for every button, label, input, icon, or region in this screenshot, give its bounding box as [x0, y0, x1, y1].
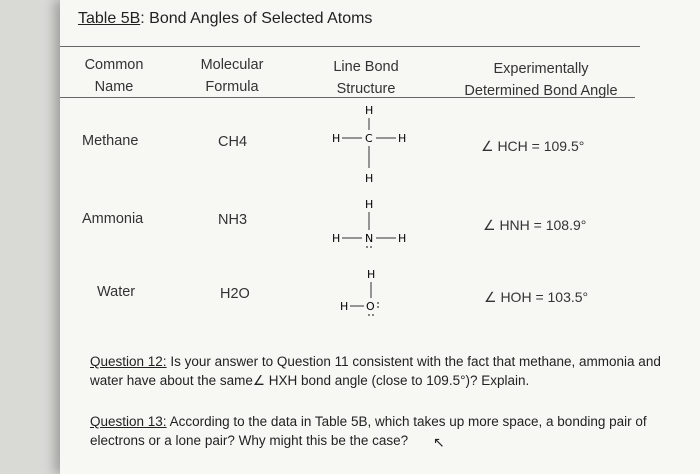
table-title	[78, 10, 372, 28]
ammonia-lone-pair-dot	[366, 246, 368, 248]
row-ammonia-angle: ∠ HNH = 108.9°	[483, 217, 587, 233]
water-structure	[324, 266, 414, 326]
row-water-formula: H2O	[220, 286, 250, 302]
water-lone-pair-dot	[372, 314, 374, 316]
table-top-rule	[60, 46, 640, 47]
question-12-label: Question 12:	[90, 354, 167, 369]
methane-atom-left: H	[332, 132, 341, 145]
water-structure-drawing	[324, 266, 414, 326]
question-13-text: According to the data in Table 5B, which takes up more space, a bonding pair of electrons or a lone pair? Why might this be the case?	[90, 414, 647, 448]
row-water-name: Water	[97, 284, 136, 300]
water-lone-pair-dot	[368, 314, 370, 316]
methane-atom-bottom: H	[365, 172, 374, 185]
water-atom-left: H	[340, 300, 349, 313]
header-molecular-formula: Molecular Formula	[200, 57, 264, 95]
question-12-text: Is your answer to Question 11 consistent with the fact that methane, ammonia and water have about the same∠ HXH bond angle (close to 109.5°)? Explain.	[90, 354, 661, 388]
row-ammonia-formula: NH3	[218, 212, 248, 228]
row-methane-name: Methane	[82, 133, 139, 149]
table-title-text: : Bond Angles of Selected Atoms	[140, 10, 373, 27]
question-12	[90, 352, 680, 390]
water-lone-pair-dot	[377, 306, 379, 308]
ammonia-atom-right: H	[398, 232, 407, 245]
water-atom-top: H	[367, 268, 376, 281]
methane-atom-center: C	[365, 132, 373, 145]
ammonia-atom-left: H	[332, 232, 341, 245]
header-line-bond-structure: Line Bond Structure	[333, 59, 399, 97]
table-title-label: Table 5B	[78, 10, 141, 27]
methane-structure	[324, 102, 414, 192]
row-ammonia-name: Ammonia	[82, 211, 144, 227]
header-common-name: Common Name	[84, 57, 144, 95]
document-page	[60, 0, 700, 474]
question-13	[90, 412, 680, 450]
ammonia-lone-pair-dot	[370, 246, 372, 248]
methane-atom-top: H	[365, 104, 374, 117]
row-methane-formula: CH4	[218, 134, 248, 150]
water-atom-center: O	[366, 300, 375, 313]
ammonia-structure-drawing	[324, 196, 414, 256]
row-water-angle: ∠ HOH = 103.5°	[484, 289, 589, 305]
ammonia-atom-top: H	[365, 198, 374, 211]
question-13-label: Question 13:	[90, 414, 167, 429]
ammonia-structure	[324, 196, 414, 256]
mouse-cursor-icon: ↖	[433, 434, 445, 450]
water-lone-pair-dot	[377, 302, 379, 304]
header-bond-angle: Experimentally Determined Bond Angle	[464, 61, 618, 99]
row-methane-angle: ∠ HCH = 109.5°	[481, 138, 585, 154]
ammonia-atom-center: N	[365, 232, 374, 245]
methane-atom-right: H	[398, 132, 407, 145]
methane-structure-drawing	[324, 102, 414, 192]
